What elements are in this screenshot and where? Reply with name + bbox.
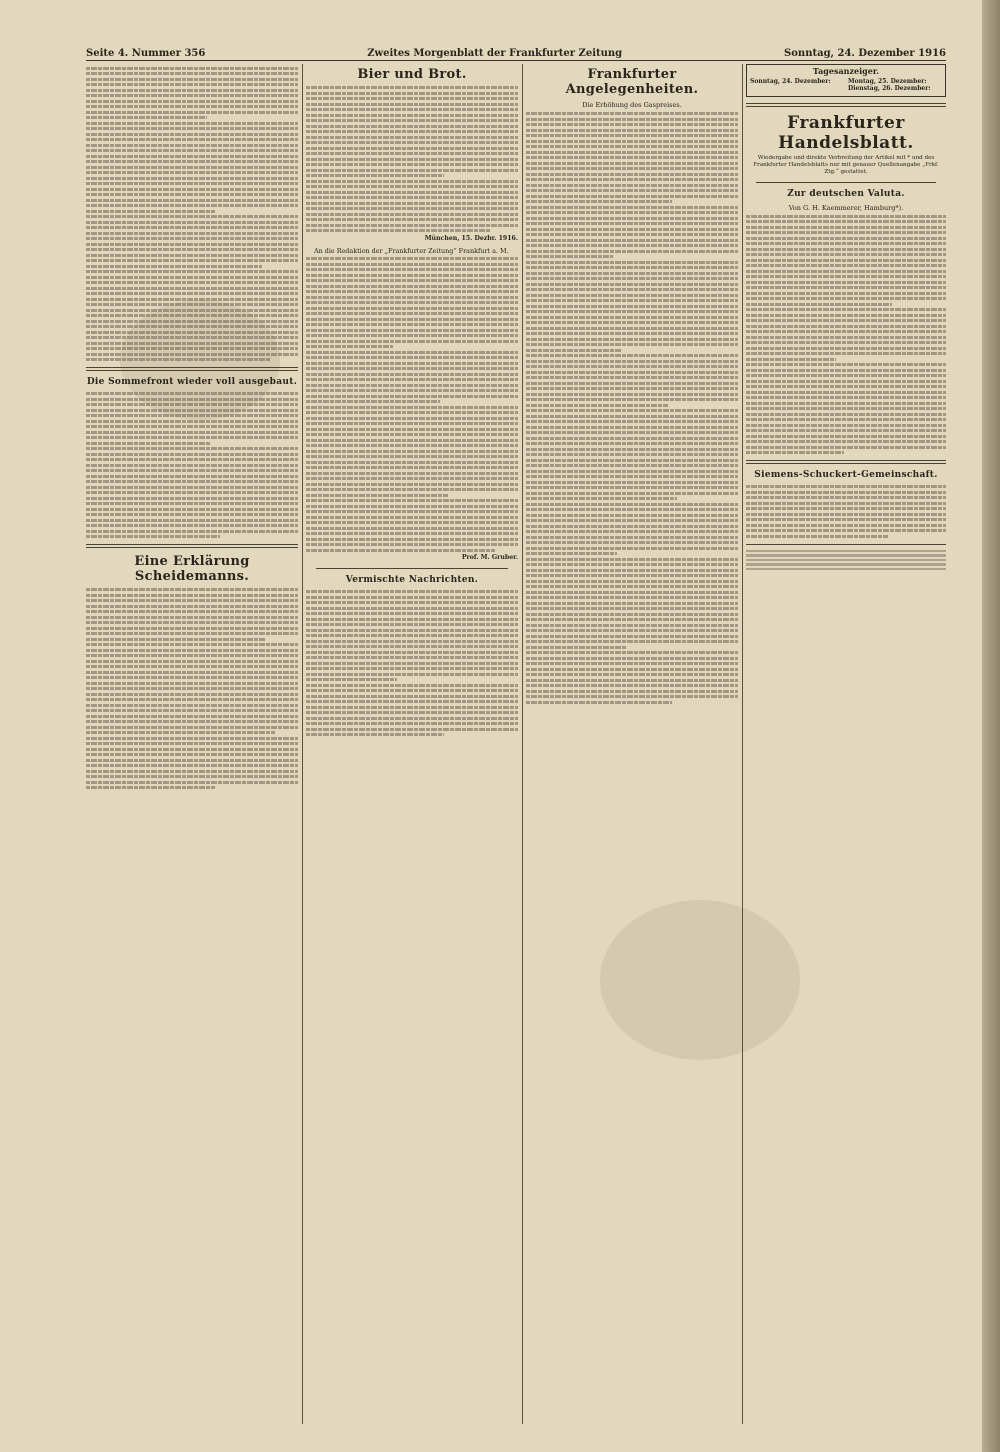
tagesanzeiger-box [746, 64, 946, 97]
author-line: Von G. H. Kaemmerer, Hamburg*). [788, 203, 904, 212]
ad-monday-label: Montag, 25. Dezember: [848, 77, 927, 85]
filler-text [526, 206, 738, 259]
section-divider [756, 182, 936, 183]
filler-text [86, 588, 298, 641]
column-1-text-b [86, 392, 298, 538]
ad-sunday-label: Sonntag, 24. Dezember: [750, 77, 831, 85]
filler-text [746, 308, 946, 361]
column-3 [526, 64, 738, 1424]
headline-sommefront: Die Sommefront wieder voll ausgebaut. [86, 377, 298, 387]
filler-text [526, 503, 738, 556]
headline-valuta: Zur deutschen Valuta. [787, 188, 905, 199]
filler-text [86, 643, 298, 734]
filler-text [86, 737, 298, 790]
filler-text [86, 392, 298, 445]
filler-text [526, 354, 738, 407]
filler-text [306, 351, 518, 404]
headline-bier-und-brot: Bier und Brot. [357, 67, 467, 82]
ad-sunday [750, 78, 844, 93]
article-signature: Prof. M. Gruber. [461, 554, 518, 561]
filler-text [306, 257, 518, 348]
filler-text [86, 67, 298, 120]
column-rule [522, 64, 523, 1424]
headline-vermischte-nachrichten: Vermischte Nachrichten. [345, 575, 479, 585]
column-rule [742, 64, 743, 1424]
filler-text [526, 558, 738, 649]
filler-text [306, 684, 518, 737]
dateline: München, 15. Dezbr. 1916. [424, 234, 518, 242]
column-rule [302, 64, 303, 1424]
column-2-text-a [306, 86, 518, 232]
filler-text [306, 499, 518, 552]
footnote [746, 544, 946, 571]
section-divider [746, 103, 946, 107]
section-divider [86, 544, 298, 548]
column-3-text [526, 112, 738, 704]
section-divider [746, 460, 946, 464]
handelsblatt-title: Frankfurter Handelsblatt. [778, 112, 914, 153]
ad-tuesday-label: Dienstag, 26. Dezember: [848, 85, 931, 92]
filler-text [526, 112, 738, 203]
tagesanzeiger-grid [750, 78, 942, 93]
column-4 [746, 64, 946, 1424]
column-1-text-a [86, 67, 298, 362]
column-1-text-c [86, 588, 298, 789]
filler-text [86, 270, 298, 361]
column-1 [86, 64, 298, 1424]
filler-text [86, 122, 298, 213]
filler-text [746, 363, 946, 454]
filler-text [306, 406, 518, 497]
filler-text [306, 180, 518, 233]
filler-text [86, 447, 298, 538]
filler-text [746, 215, 946, 306]
tagesanzeiger-title: Tagesanzeiger. [812, 66, 880, 76]
address-line: An die Redaktion der „Frankfurter Zeitung“ Frankfurt a. M. [314, 246, 509, 255]
headline-scheidemann: Eine Erklärung Scheidemanns. [134, 554, 250, 584]
header-page-number: Seite 4. Nummer 356 [86, 47, 206, 59]
filler-text [86, 215, 298, 268]
page-header [86, 46, 946, 61]
header-date: Sonntag, 24. Dezember 1916 [784, 47, 946, 59]
headline-siemens: Siemens-Schuckert-Gemeinschaft. [754, 470, 938, 480]
subheadline-gaspreis: Die Erhöhung des Gaspreises. [582, 101, 682, 109]
filler-text [306, 590, 518, 681]
section-divider [316, 568, 508, 569]
ad-monday [848, 78, 942, 93]
filler-text [526, 651, 738, 704]
column-4-text-b [746, 485, 946, 538]
handelsblatt-notice: Wiedergabe und direkte Verbreitung der Artikel mit * und des Frankfurter Handelsblatts nur mit genauer Quellenangabe „Frkf. Ztg.“ gestattet. [753, 154, 939, 175]
headline-frankfurter-angelegenheiten: Frankfurter Angelegenheiten. [565, 67, 699, 97]
column-4-text-a [746, 215, 946, 455]
filler-text [306, 86, 518, 177]
filler-text [526, 409, 738, 500]
filler-text [526, 261, 738, 352]
filler-text [746, 485, 946, 538]
binding-gutter [982, 0, 1000, 1452]
column-2-text-c [306, 590, 518, 736]
column-2 [306, 64, 518, 1424]
section-divider [86, 367, 298, 371]
header-edition: Zweites Morgenblatt der Frankfurter Zeitung [367, 47, 623, 59]
column-2-text-b [306, 257, 518, 552]
